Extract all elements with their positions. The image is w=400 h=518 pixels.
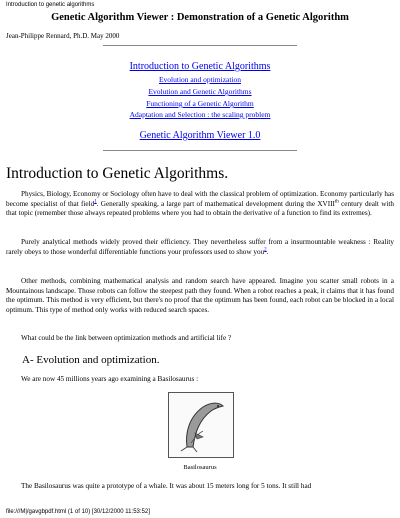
- toc-link-evolution-optimization[interactable]: Evolution and optimization: [158, 75, 242, 84]
- basilosaurus-drawing: [169, 393, 233, 457]
- paragraph-5: We are now 45 millions years ago examining a Basilosaurus :: [21, 375, 199, 383]
- page-title: Genetic Algorithm Viewer : Demonstration of a Genetic Algorithm: [51, 12, 349, 23]
- section-heading: Introduction to Genetic Algorithms.: [6, 165, 229, 182]
- author-line: Jean-Philippe Rennard, Ph.D. May 2000: [6, 32, 120, 40]
- basilosaurus-image: [168, 392, 234, 458]
- print-header: Introduction to genetic algorithms: [6, 2, 95, 8]
- paragraph-4: What could be the link between optimization methods and artificial life ?: [21, 334, 232, 342]
- footnote-link-2[interactable]: 2: [264, 247, 267, 253]
- footnote-link-1[interactable]: 1: [94, 199, 97, 205]
- paragraph-1: Physics, Biology, Economy or Sociology often have to deal with the classical problem of optimization. Economy particularly has become specialist of that field$^1$. Generally speaking, a large part of mathematical development during the XVIIIth century dealt with that topic (remember those always repeated problems where you had to obtain the derivative of a function to find its extremes).: [6, 190, 394, 218]
- subsection-heading: A- Evolution and optimization.: [22, 354, 160, 366]
- paragraph-2: Purely analytical methods widely proved their efficiency. They nevertheless suffer from a insurmountable weakness : Reality rarely obeys to those wonderful differentiable functions your professors used to show you$^2$.: [6, 238, 394, 256]
- divider-bottom: [103, 150, 297, 151]
- paragraph-6: The Basilosaurus was quite a prototype of a whale. It was about 15 meters long for 5 tons. It still had: [21, 482, 312, 490]
- figure-caption: Basilosaurus: [183, 464, 217, 471]
- paragraph-3: Other methods, combining mathematical analysis and random search have appeared. Imagine you scatter small robots in a Mountainous landscape. Those robots can follow the steepest path they found. When a robot reaches a peak, it claims that it has found the optimum. This method is very efficient, but there's no proof that the optimum has been found, each robot can be blocked in a local optimum. This type of method only works with reduced search spaces.: [6, 277, 394, 314]
- toc-link-introduction[interactable]: Introduction to Genetic Algorithms: [129, 61, 271, 72]
- print-footer: file:///M|/gavgbpdf.html (1 of 10) [30/12/2000 11:53:52]: [6, 509, 150, 515]
- divider-top: [103, 45, 297, 46]
- toc-link-functioning[interactable]: Functioning of a Genetic Algorithm: [146, 99, 254, 108]
- toc-link-viewer[interactable]: Genetic Algorithm Viewer 1.0: [139, 130, 261, 141]
- toc-link-adaptation-selection[interactable]: Adaptation and Selection : the scaling problem: [129, 110, 271, 119]
- toc-link-evolution-genetic-algorithms[interactable]: Evolution and Genetic Algorithms: [148, 87, 252, 96]
- superscript-th: th: [334, 199, 339, 205]
